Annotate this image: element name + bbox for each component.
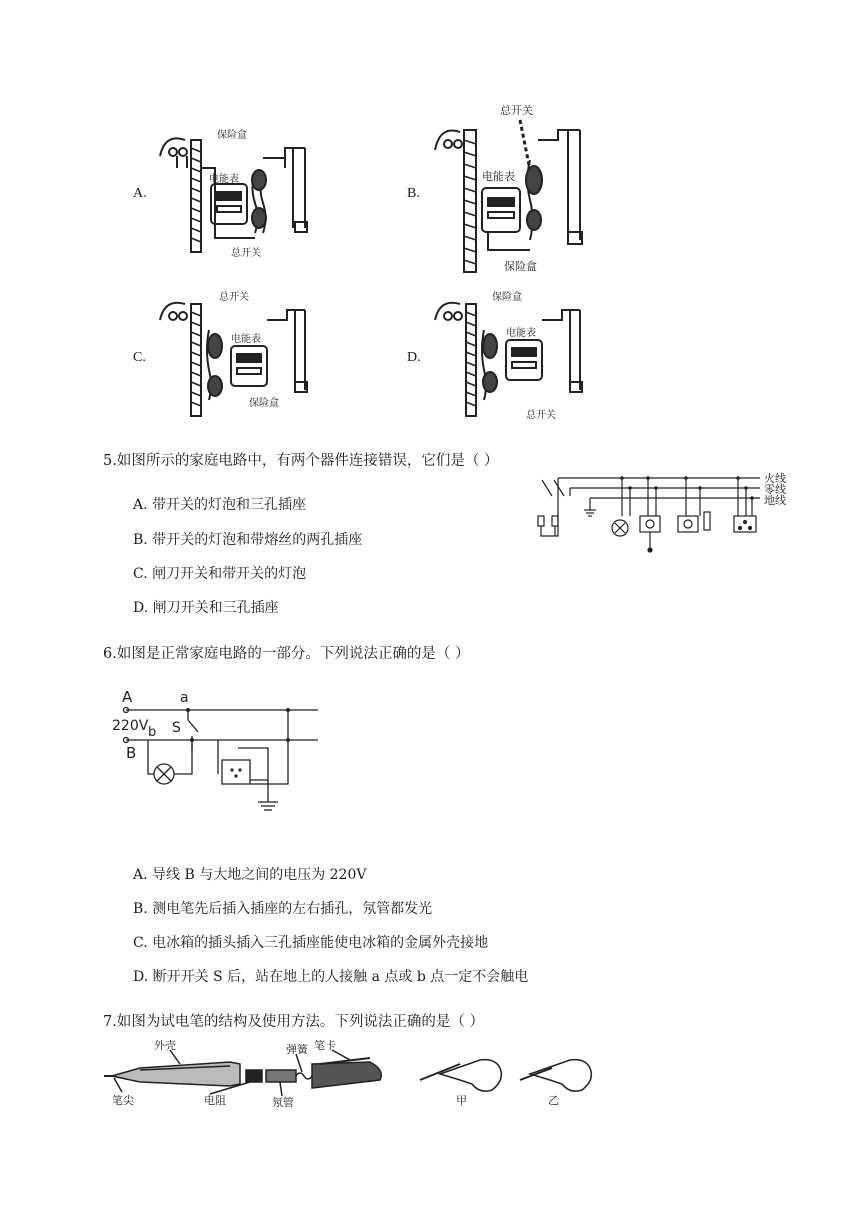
q7-clip-label: 笔卡 [314, 1040, 336, 1052]
q7-tip-label: 笔尖 [112, 1094, 134, 1107]
q4-c-meter-label: 电能表 [231, 334, 261, 345]
q5-option-c[interactable]: C. 闸刀开关和带开关的灯泡 [133, 566, 307, 582]
q5-option-b[interactable]: B. 带开关的灯泡和带熔丝的两孔插座 [133, 532, 363, 548]
q5-circuit-figure [530, 466, 800, 556]
q4-c-fuse-box-label: 保险盒 [249, 398, 279, 409]
q7-resistor-label: 电阻 [204, 1094, 226, 1107]
q7-yi-label: 乙 [548, 1094, 559, 1107]
q5-ground-wire-label: 地线 [764, 494, 786, 507]
q7-neon-label: 氖管 [272, 1096, 294, 1108]
q4-figure-a [155, 128, 325, 260]
q4-a-meter-label: 电能表 [209, 174, 239, 185]
q6-stem: 6.如图是正常家庭电路的一部分。下列说法正确的是（ ） [103, 646, 470, 662]
q4-option-a-letter: A. [133, 186, 147, 201]
q6-label-b-upper: B [126, 744, 137, 762]
q4-b-fuse-box-label: 保险盒 [504, 260, 537, 273]
q6-option-b[interactable]: B. 测电笔先后插入插座的左右插孔，氖管都发光 [133, 901, 433, 917]
q4-option-b-letter: B. [407, 186, 420, 201]
q4-figure-b [430, 100, 600, 278]
q4-d-fuse-box-label: 保险盒 [492, 292, 522, 303]
q4-d-meter-label: 电能表 [506, 328, 536, 339]
q5-live-wire-label: 火线 [764, 472, 786, 485]
q5-neutral-wire-label: 零线 [764, 483, 786, 496]
q4-c-switch-label: 总开关 [219, 292, 249, 303]
q7-jia-label: 甲 [456, 1094, 467, 1107]
q4-a-switch-label: 总开关 [231, 248, 261, 259]
q6-option-d[interactable]: D. 断开开关 S 后，站在地上的人接触 a 点或 b 点一定不会触电 [133, 969, 529, 985]
q6-circuit-figure [108, 686, 338, 822]
q4-b-meter-label: 电能表 [482, 170, 515, 183]
q4-option-d-letter: D. [407, 350, 421, 365]
q6-label-a-upper: A [122, 688, 133, 706]
q6-option-c[interactable]: C. 电冰箱的插头插入三孔插座能使电冰箱的金属外壳接地 [133, 935, 489, 951]
q7-stem: 7.如图为试电笔的结构及使用方法。下列说法正确的是（ ） [103, 1014, 484, 1030]
q4-figure-c [155, 290, 325, 422]
q6-label-b-lower: b [148, 725, 157, 740]
q5-stem: 5.如图所示的家庭电路中，有两个器件连接错误，它们是（ ） [103, 453, 499, 469]
q4-b-switch-label: 总开关 [500, 104, 533, 117]
q6-option-a[interactable]: A. 导线 B 与大地之间的电压为 220V [133, 867, 367, 883]
q5-option-d[interactable]: D. 闸刀开关和三孔插座 [133, 600, 279, 616]
q7-spring-label: 弹簧 [286, 1043, 308, 1056]
q4-option-c-letter: C. [133, 350, 146, 365]
q4-d-switch-label: 总开关 [526, 410, 556, 421]
q7-shell-label: 外壳 [154, 1040, 176, 1052]
q7-tester-figure [100, 1040, 610, 1108]
q6-label-s: S [172, 720, 181, 736]
q6-voltage-label: 220V [112, 718, 149, 734]
q4-a-fuse-box-label: 保险盒 [217, 130, 247, 141]
q4-figure-d [430, 290, 600, 422]
q5-option-a[interactable]: A. 带开关的灯泡和三孔插座 [133, 497, 307, 513]
q6-label-a-lower: a [180, 690, 189, 706]
